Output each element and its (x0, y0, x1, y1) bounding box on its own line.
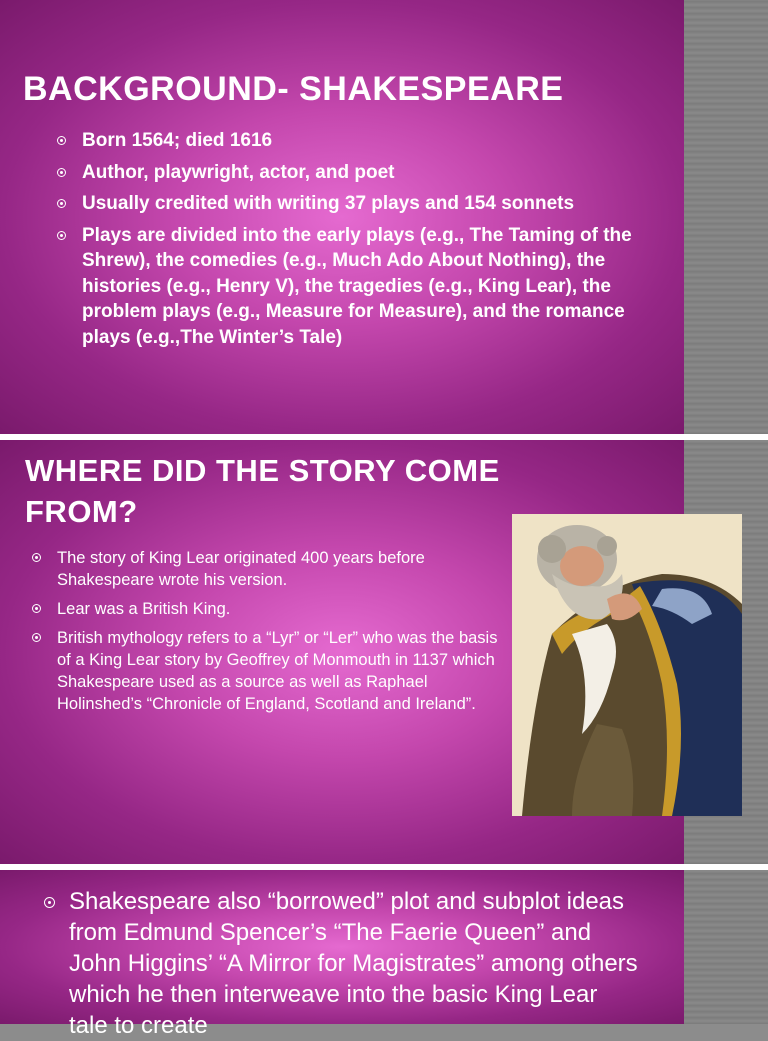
slide-borrowed-plot (0, 870, 684, 1039)
bullet-text: Born 1564; died 1616 (82, 130, 273, 151)
list-item (42, 886, 642, 1041)
list-item (30, 627, 500, 715)
bullet-text: British mythology refers to a “Lyr” or “Ler” who was the basis of a King Lear story by Geoffrey of Monmouth in 1137 which Shakespeare used as a source as well as Raphael Holinshed’s “Chronicle of England, Scotland and Ireland”. (57, 629, 498, 713)
king-lear-painting-svg (512, 514, 742, 816)
bullet-text: The story of King Lear originated 400 years before Shakespeare wrote his version. (57, 549, 425, 589)
slide-title: BACKGROUND- SHAKESPEARE (23, 70, 564, 108)
bullet-icon (32, 633, 41, 642)
bullet-icon (57, 199, 66, 208)
bullet-icon (44, 897, 55, 908)
list-item (30, 598, 500, 620)
bullet-text: Shakespeare also “borrowed” plot and subplot ideas from Edmund Spencer’s “The Faerie Queen” and John Higgins’ “A Mirror for Magistrates” among others which he then interweave into the basic King Lear tale to create (69, 888, 638, 1039)
list-item (55, 223, 675, 351)
bullet-icon (57, 231, 66, 240)
bullet-icon (57, 168, 66, 177)
bullet-list (30, 547, 500, 722)
bullet-list (55, 128, 675, 356)
side-strip-top (684, 0, 768, 434)
list-item (55, 191, 675, 217)
list-item (55, 160, 675, 186)
bullet-text: Lear was a British King. (57, 600, 231, 618)
slide-where-did-the-story-come-from (0, 440, 684, 864)
bullet-list (42, 886, 642, 1041)
slide-title: WHERE DID THE STORY COME FROM? (25, 453, 500, 529)
bullet-text: Author, playwright, actor, and poet (82, 161, 395, 183)
side-strip-bottom (684, 870, 768, 1024)
king-lear-painting (512, 514, 742, 816)
bullet-text: Plays are divided into the early plays (e.g., The Taming of the Shrew), the comedies (e.g., Much Ado About Nothing), the histories (e.g., Henry V), the tragedies (e.g., King Lear), the problem plays (e.g., Measure for Measure), and the romance plays (e.g.,The Winter’s Tale) (82, 224, 632, 348)
list-item (55, 128, 675, 154)
list-item (30, 547, 500, 591)
bullet-text: Usually credited with writing 37 plays and 154 sonnets (82, 193, 575, 214)
bullet-icon (32, 553, 41, 562)
bullet-icon (32, 604, 41, 613)
slide-background-shakespeare (0, 0, 684, 434)
bullet-icon (57, 136, 66, 145)
